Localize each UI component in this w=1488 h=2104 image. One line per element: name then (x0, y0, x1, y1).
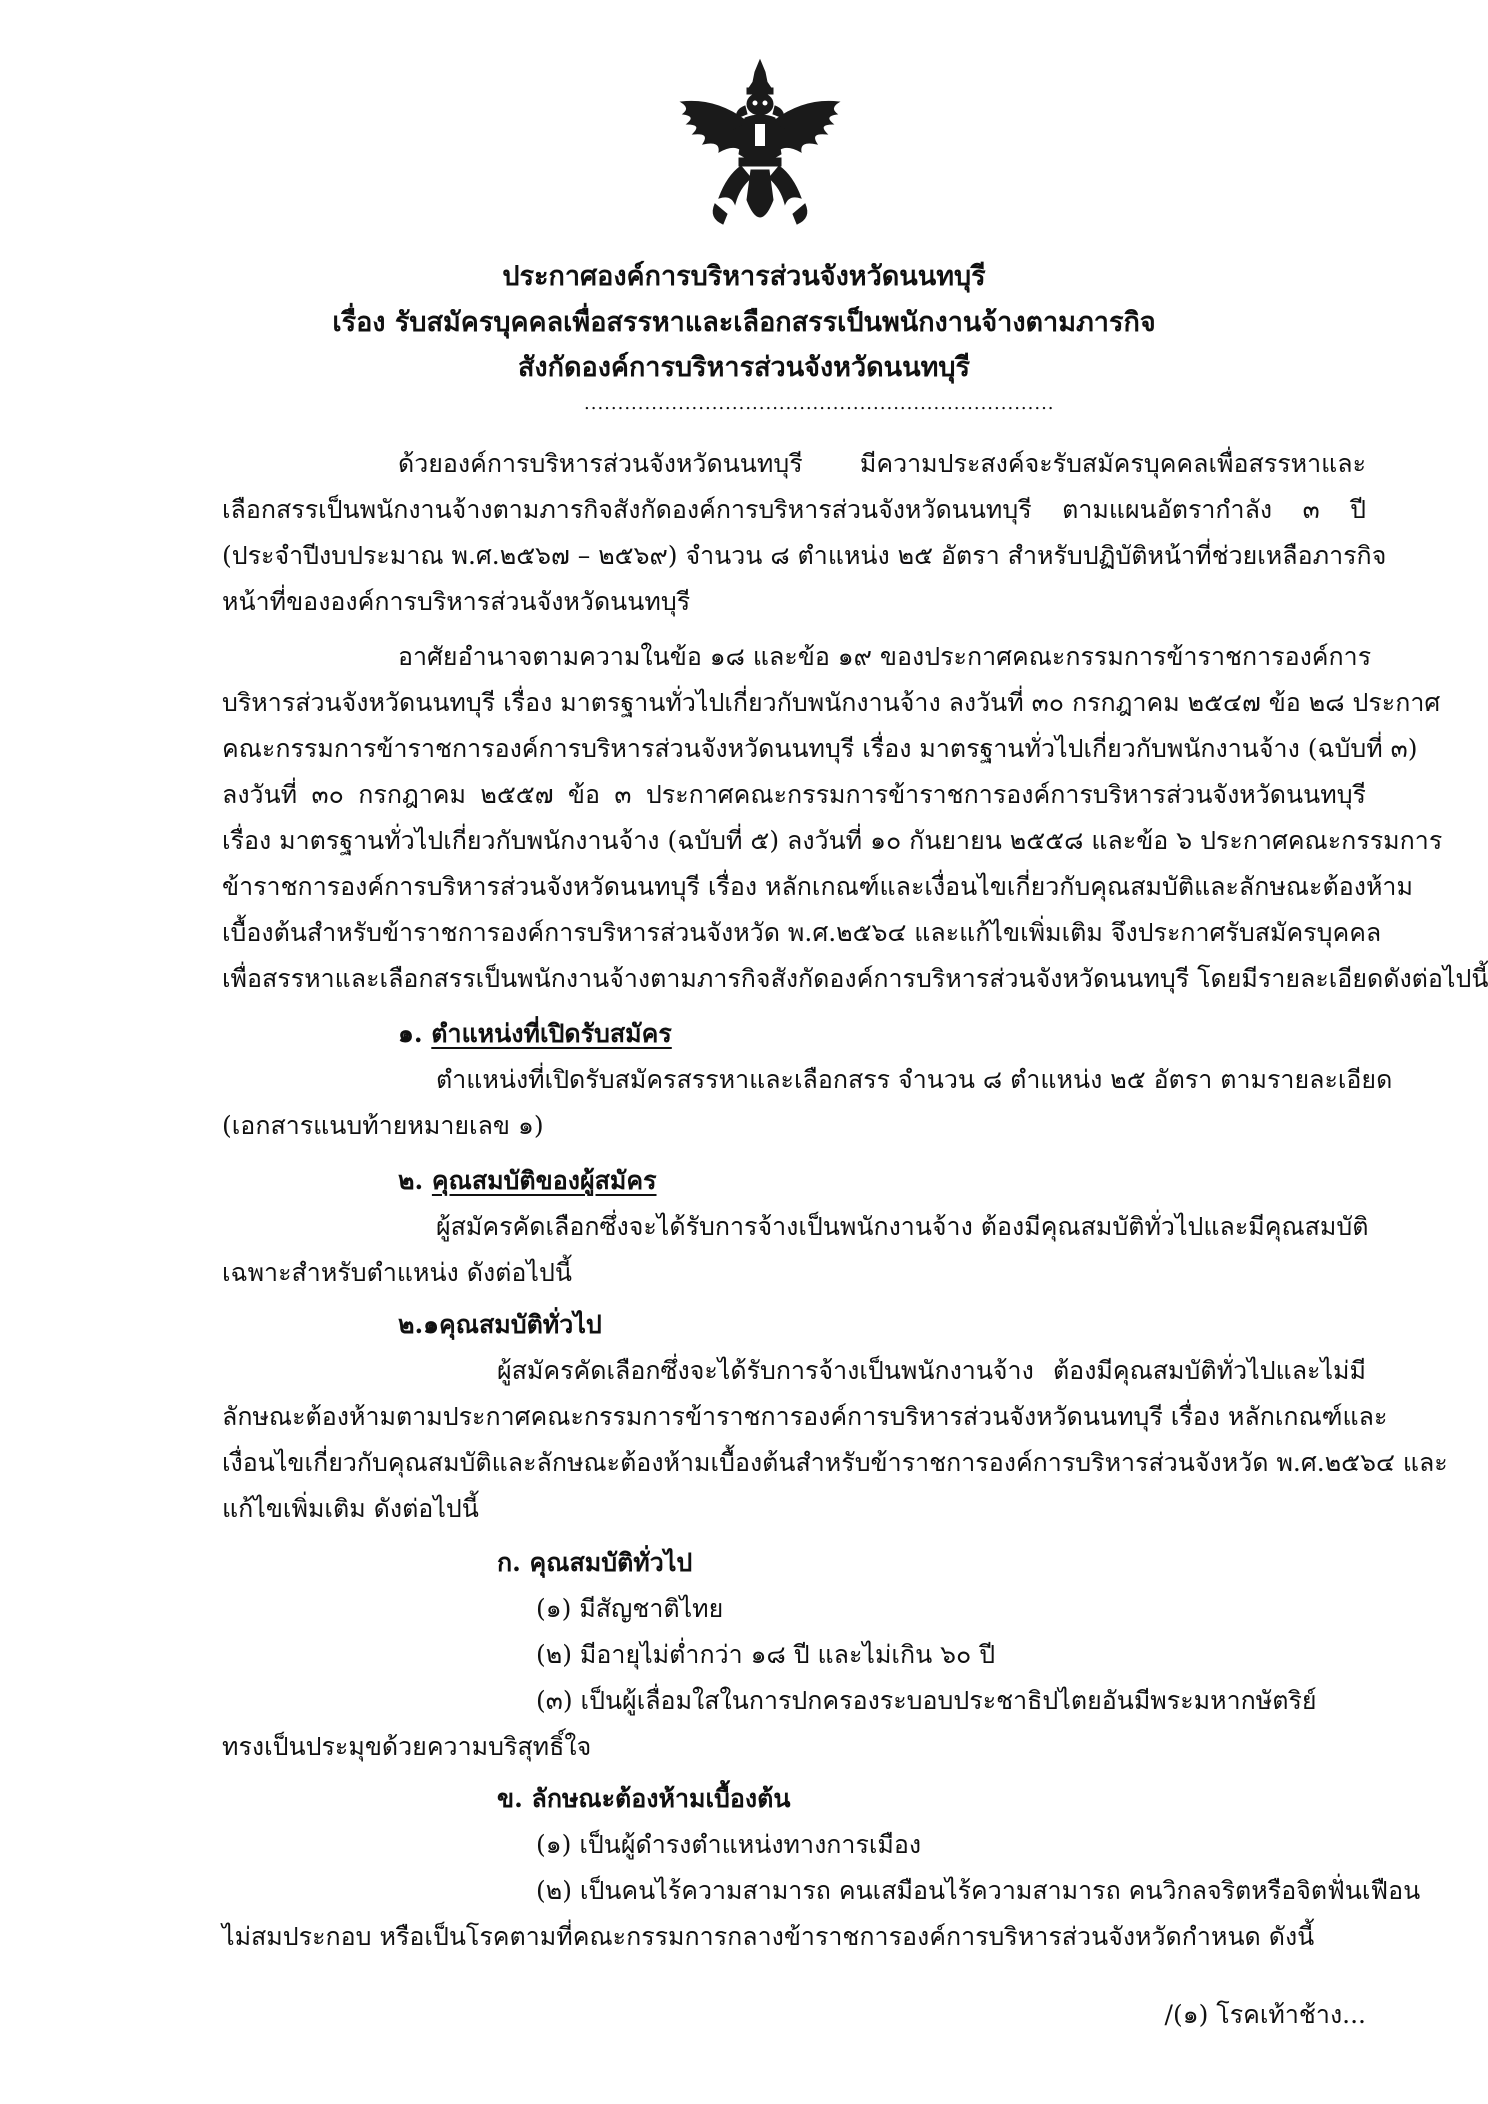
section-2-1-line: เงื่อนไขเกี่ยวกับคุณสมบัติและลักษณะต้องห้ามเบื้องต้นสำหรับข้าราชการองค์การบริหารส่วนจังหวัด พ.ศ.๒๕๖๔ และ (222, 1448, 1448, 1477)
section-1-line: (เอกสารแนบท้ายหมายเลข ๑) (222, 1111, 544, 1140)
title-separator: ...................................................................... (584, 393, 1055, 414)
section-1-line: ตำแหน่งที่เปิดรับสมัครสรรหาและเลือกสรร จำนวน ๘ ตำแหน่ง ๒๕ อัตรา ตามรายละเอียด (436, 1065, 1393, 1094)
section-1-heading (398, 1014, 672, 1054)
prohibited-heading: ข. ลักษณะต้องห้ามเบื้องต้น (497, 1784, 791, 1813)
section-2-1-heading: ๒.๑คุณสมบัติทั่วไป (398, 1310, 602, 1339)
prohibited-item: (๑) เป็นผู้ดำรงตำแหน่งทางการเมือง (536, 1830, 922, 1859)
section-2-1-line: ผู้สมัครคัดเลือกซึ่งจะได้รับการจ้างเป็นพนักงานจ้าง ต้องมีคุณสมบัติทั่วไปและไม่มี (497, 1356, 1366, 1385)
announcement-subject: เรื่อง รับสมัครบุคคลเพื่อสรรหาและเลือกสรรเป็นพนักงานจ้างตามภารกิจ (332, 307, 1156, 338)
next-page-marker: /(๑) โรคเท้าช้าง... (1164, 2000, 1366, 2029)
intro-line: (ประจำปีงบประมาณ พ.ศ.๒๕๖๗ – ๒๕๖๙) จำนวน ๘ ตำแหน่ง ๒๕ อัตรา สำหรับปฏิบัติหน้าที่ช่วยเหลือภารกิจ (222, 541, 1387, 570)
section-2-heading (398, 1161, 657, 1201)
section-2-title: คุณสมบัติของผู้สมัคร (431, 1166, 657, 1195)
garuda-emblem-icon (675, 58, 845, 244)
authority-line: ลงวันที่ ๓๐ กรกฎาคม ๒๕๕๗ ข้อ ๓ ประกาศคณะกรรมการข้าราชการองค์การบริหารส่วนจังหวัดนนทบุรี (222, 780, 1366, 809)
section-2-line: เฉพาะสำหรับตำแหน่ง ดังต่อไปนี้ (222, 1258, 572, 1287)
authority-line: เบื้องต้นสำหรับข้าราชการองค์การบริหารส่วนจังหวัด พ.ศ.๒๕๖๔ และแก้ไขเพิ่มเติม จึงประกาศรับสมัครบุคคล (222, 918, 1382, 947)
authority-line: ข้าราชการองค์การบริหารส่วนจังหวัดนนทบุรี เรื่อง หลักเกณฑ์และเงื่อนไขเกี่ยวกับคุณสมบัติและลักษณะต้องห้าม (222, 872, 1413, 901)
intro-line: หน้าที่ขององค์การบริหารส่วนจังหวัดนนทบุรี (222, 587, 691, 616)
general-qualifications-heading: ก. คุณสมบัติทั่วไป (497, 1548, 693, 1577)
general-item: (๑) มีสัญชาติไทย (536, 1594, 724, 1623)
general-item: (๓) เป็นผู้เลื่อมใสในการปกครองระบอบประชาธิปไตยอันมีพระมหากษัตริย์ (536, 1686, 1317, 1715)
section-2-1-line: แก้ไขเพิ่มเติม ดังต่อไปนี้ (222, 1494, 479, 1523)
section-1-title: ตำแหน่งที่เปิดรับสมัคร (431, 1019, 672, 1048)
authority-line: เรื่อง มาตรฐานทั่วไปเกี่ยวกับพนักงานจ้าง (ฉบับที่ ๕) ลงวันที่ ๑๐ กันยายน ๒๕๕๘ และข้อ ๖ ประกาศคณะกรรมการ (222, 826, 1443, 855)
section-2-number: ๒. (398, 1166, 424, 1195)
authority-line: อาศัยอำนาจตามความในข้อ ๑๘ และข้อ ๑๙ ของประกาศคณะกรรมการข้าราชการองค์การ (398, 642, 1372, 671)
section-2-1-line: ลักษณะต้องห้ามตามประกาศคณะกรรมการข้าราชการองค์การบริหารส่วนจังหวัดนนทบุรี เรื่อง หลักเกณฑ์และ (222, 1402, 1388, 1431)
authority-line: บริหารส่วนจังหวัดนนทบุรี เรื่อง มาตรฐานทั่วไปเกี่ยวกับพนักงานจ้าง ลงวันที่ ๓๐ กรกฎาคม ๒๕๔๗ ข้อ ๒๘ ประกาศ (222, 688, 1441, 717)
authority-line: เพื่อสรรหาและเลือกสรรเป็นพนักงานจ้างตามภารกิจสังกัดองค์การบริหารส่วนจังหวัดนนทบุรี โดยมีรายละเอียดดังต่อไปนี้ (222, 964, 1488, 993)
prohibited-item: (๒) เป็นคนไร้ความสามารถ คนเสมือนไร้ความสามารถ คนวิกลจริตหรือจิตฟั่นเฟือน (536, 1876, 1421, 1905)
announcement-title: ประกาศองค์การบริหารส่วนจังหวัดนนทบุรี (502, 261, 986, 292)
section-2-line: ผู้สมัครคัดเลือกซึ่งจะได้รับการจ้างเป็นพนักงานจ้าง ต้องมีคุณสมบัติทั่วไปและมีคุณสมบัติ (436, 1212, 1369, 1241)
prohibited-item-continuation: ไม่สมประกอบ หรือเป็นโรคตามที่คณะกรรมการกลางข้าราชการองค์การบริหารส่วนจังหวัดกำหนด ดังนี้ (222, 1922, 1315, 1951)
authority-line: คณะกรรมการข้าราชการองค์การบริหารส่วนจังหวัดนนทบุรี เรื่อง มาตรฐานทั่วไปเกี่ยวกับพนักงานจ้าง (ฉบับที่ ๓) (222, 734, 1418, 763)
intro-line: เลือกสรรเป็นพนักงานจ้างตามภารกิจสังกัดองค์การบริหารส่วนจังหวัดนนทบุรี ตามแผนอัตรากำลัง ๓ ปี (222, 495, 1366, 524)
general-item-continuation: ทรงเป็นประมุขด้วยความบริสุทธิ์ใจ (222, 1732, 592, 1761)
intro-line: ด้วยองค์การบริหารส่วนจังหวัดนนทบุรี มีความประสงค์จะรับสมัครบุคคลเพื่อสรรหาและ (398, 449, 1366, 478)
announcement-affiliation: สังกัดองค์การบริหารส่วนจังหวัดนนทบุรี (517, 352, 971, 383)
section-1-number: ๑. (398, 1019, 423, 1048)
general-item: (๒) มีอายุไม่ต่ำกว่า ๑๘ ปี และไม่เกิน ๖๐ ปี (536, 1640, 996, 1669)
